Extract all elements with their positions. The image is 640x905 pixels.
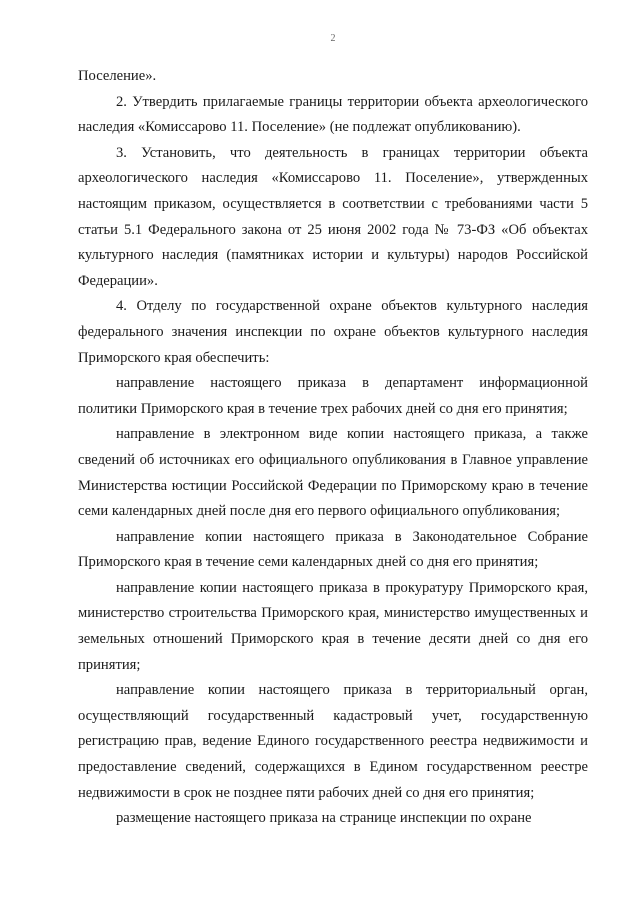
paragraph-item-2: 2. Утвердить прилагаемые границы территории объекта археологического наследия «Комиссарово 11. Поселение» (не подлежат опубликованию). [78, 93, 588, 136]
page-number: 2 [330, 33, 336, 44]
paragraph-task-department: направление настоящего приказа в департамент информационной политики Приморского края в течение трех рабочих дней со дня его принятия; [78, 375, 588, 417]
paragraph-item-4: 4. Отделу по государственной охране объектов культурного наследия федерального значения инспекции по охране объектов культурного наследия Приморского края обеспечить: [78, 298, 588, 366]
paragraph-task-publication: размещение настоящего приказа на странице инспекции по охране [116, 810, 532, 827]
paragraph-task-prosecutor: направление копии настоящего приказа в прокуратуру Приморского края, министерство строительства Приморского края, министерство имущественных и земельных отношений Приморского края в течение десяти дней со дня его принятия; [78, 579, 588, 673]
paragraph-task-ministry-justice: направление в электронном виде копии настоящего приказа, а также сведений об источниках его официального опубликования в Главное управление Министерства юстиции Российской Федерации по Приморскому краю в течение семи календарных дней после дня его первого официального опубликования; [78, 426, 588, 520]
paragraph-task-legislative-assembly: направление копии настоящего приказа в Законодательное Собрание Приморского края в течение семи календарных дней со дня его принятия; [78, 528, 588, 571]
paragraph-task-cadastral: направление копии настоящего приказа в территориальный орган, осуществляющий государственный кадастровый учет, государственную регистрацию прав, ведение Единого государственного реестра недвижимости и предоставление сведений, содержащихся в Едином государственном реестре недвижимости в срок не позднее пяти рабочих дней со дня его принятия; [78, 682, 588, 801]
paragraph-item-3: 3. Установить, что деятельность в границах территории объекта археологического наследия «Комиссарово 11. Поселение», утвержденных настоящим приказом, осуществляется в соответствии с требованиями части 5 статьи 5.1 Федерального закона от 25 июня 2002 года № 73-ФЗ «Об объектах культурного наследия (памятниках истории и культуры) народов Российской Федерации». [78, 144, 588, 289]
paragraph-continuation: Поселение». [78, 68, 157, 84]
